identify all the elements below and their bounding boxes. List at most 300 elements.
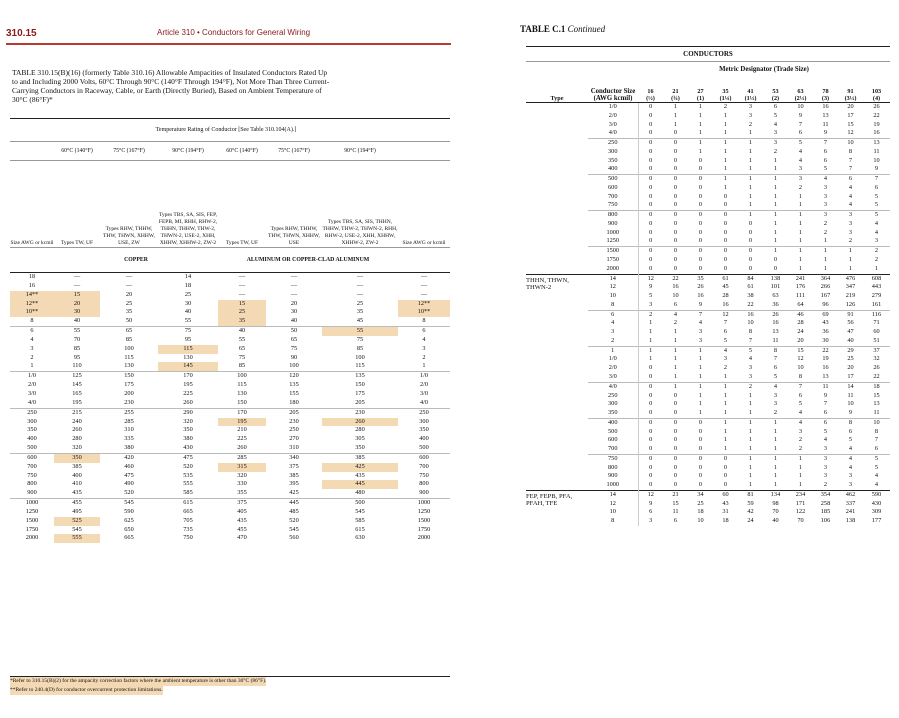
fill-count-cell: 1	[713, 139, 738, 148]
size-cell: 2/0	[27, 381, 37, 389]
fill-count-cell: 4	[848, 445, 853, 453]
size-cell: 2000	[25, 534, 39, 542]
ampacity-cell: 30	[290, 308, 298, 316]
ampacity-cell: 750	[183, 534, 193, 542]
fill-count-cell: 1	[723, 436, 728, 444]
fill-count-cell: 1	[798, 219, 803, 227]
size-cell: 18	[28, 273, 36, 280]
fill-count-cell: 5	[863, 454, 890, 463]
fill-count-cell: 96	[822, 300, 829, 308]
fill-count-cell: 0	[673, 436, 678, 444]
size-cell: 250	[398, 408, 450, 417]
ampacity-cell: 205	[266, 408, 322, 417]
fill-count-cell: 1	[723, 183, 728, 191]
fill-count-cell: 3	[813, 211, 838, 220]
size-cell: 1250	[25, 507, 39, 515]
fill-count-cell: 26	[763, 310, 788, 319]
fill-count-cell: 3	[788, 175, 813, 184]
fill-count-cell: 11	[672, 508, 679, 516]
fill-count-cell: 161	[871, 300, 882, 308]
fill-count-cell: 29	[838, 346, 863, 355]
fill-count-cell: 1	[763, 247, 788, 256]
fill-count-cell: 0	[688, 175, 713, 184]
ampacity-cell: 230	[124, 398, 134, 406]
fill-count-cell: 171	[795, 499, 806, 507]
ampacity-cell: 525	[54, 517, 100, 526]
ampacity-cell: 545	[100, 499, 158, 508]
ampacity-cell: 115	[237, 381, 247, 389]
fill-count-cell: 8	[748, 328, 753, 336]
size-cell: 2	[422, 353, 426, 361]
size-cell: 250	[10, 408, 54, 417]
table-row	[10, 463, 450, 472]
fill-count-cell: 5	[848, 436, 853, 444]
footnotes	[10, 676, 450, 695]
fill-count-cell: 6	[823, 147, 828, 155]
size-cell: 900	[27, 489, 37, 497]
fill-count-cell: 1	[874, 264, 879, 272]
type-header: Types TBS, SA, SIS, THHN, THHW, THW-2, THWN-2, RHH, RHW-2, USE-2, XHH, XHHW, XHHW-2, ZW-2	[322, 219, 398, 246]
fill-count-cell: 101	[770, 283, 781, 291]
fill-count-cell: 0	[698, 192, 703, 200]
fill-count-cell: 1	[788, 454, 813, 463]
ampacity-cell: 385	[289, 471, 299, 479]
ampacity-cell: 215	[54, 408, 100, 417]
fill-count-cell: 1	[698, 391, 703, 399]
ampacity-cell: 150	[237, 398, 247, 406]
size-cell: 2	[30, 353, 34, 361]
fill-count-cell: 0	[698, 481, 703, 489]
fill-count-cell: 1	[723, 120, 728, 128]
fill-count-cell: 3	[748, 372, 753, 380]
ampacity-cell: 425	[289, 489, 299, 497]
ampacity-cell: 590	[124, 507, 134, 515]
fill-count-cell: 0	[649, 103, 653, 110]
ampacity-cell: 155	[289, 389, 299, 397]
metric-designator: 103	[871, 88, 882, 95]
ampacity-cell: 175	[124, 381, 134, 389]
fill-count-cell: 1	[698, 111, 703, 119]
conductor-size-cell: 10	[588, 292, 638, 301]
fill-count-cell: 9	[698, 300, 703, 308]
fill-count-cell: 40	[772, 517, 779, 525]
table-row	[10, 390, 450, 399]
fill-count-cell: 1	[663, 346, 688, 355]
fill-count-cell: 0	[649, 219, 653, 227]
conductor-size-cell: 1000	[588, 229, 638, 238]
ampacity-cell: 110	[72, 362, 82, 370]
fill-count-cell: 0	[723, 472, 728, 480]
fill-count-cell: 4	[663, 310, 688, 319]
conductor-size-cell: 800	[588, 211, 638, 220]
table-row	[526, 490, 890, 499]
ampacity-cell: —	[238, 290, 246, 298]
ampacity-cell: —	[356, 281, 364, 289]
ampacity-cell: 260	[72, 426, 82, 434]
fill-count-cell: 0	[649, 445, 653, 453]
fill-count-cell: 4	[798, 147, 803, 155]
fill-count-cell: 1	[798, 472, 803, 480]
fill-count-cell: 0	[673, 183, 678, 191]
ampacity-cell: 380	[183, 435, 193, 443]
conductor-size-cell: 500	[588, 175, 638, 184]
ampacity-cell: 280	[355, 426, 365, 434]
fill-count-cell: 6	[823, 409, 828, 417]
fill-count-cell: 2	[673, 319, 678, 327]
conductor-size-cell: 900	[588, 472, 638, 481]
ampacity-cell: 650	[124, 525, 134, 533]
ampacity-cell: 20	[54, 300, 100, 309]
size-cell: 300	[419, 417, 429, 425]
table-c1-label: TABLE C.1	[520, 24, 566, 34]
conductor-size-cell: 400	[588, 165, 638, 174]
ampacity-cell: 385	[322, 453, 398, 462]
fill-count-cell: 1	[738, 175, 763, 184]
fill-count-cell: 219	[845, 292, 856, 300]
fill-count-cell: 69	[813, 310, 838, 319]
fill-count-cell: 42	[747, 508, 754, 516]
fill-count-cell: 5	[874, 201, 879, 209]
fill-count-cell: 0	[723, 219, 728, 227]
fill-count-cell: 0	[663, 454, 688, 463]
fill-count-cell: 0	[638, 454, 663, 463]
fill-count-cell: 11	[873, 147, 880, 155]
fill-count-cell: 116	[863, 310, 890, 319]
fill-count-cell: 1	[723, 147, 728, 155]
fill-count-cell: 12	[638, 274, 663, 283]
fill-count-cell: 0	[649, 201, 653, 209]
fill-count-cell: 2	[723, 364, 728, 372]
fill-count-cell: 0	[698, 237, 703, 245]
material-aluminum: ALUMINUM OR COPPER-CLAD ALUMINUM	[218, 248, 398, 273]
fill-count-cell: 0	[649, 129, 653, 137]
fill-count-cell: 1	[723, 156, 728, 164]
fill-count-cell: 71	[873, 319, 880, 327]
fill-count-cell: 3	[763, 139, 788, 148]
running-title: Article 310 • Conductors for General Wiring	[157, 28, 311, 37]
conductor-size-cell: 900	[588, 220, 638, 229]
fill-count-cell: 0	[773, 256, 778, 264]
fill-count-cell: 4	[874, 219, 879, 227]
fill-count-cell: 138	[763, 274, 788, 283]
metric-designator: 91	[847, 88, 854, 95]
fill-count-cell: 0	[673, 228, 678, 236]
conductor-size-cell: 800	[588, 464, 638, 473]
ampacity-cell: 285	[124, 417, 134, 425]
fill-count-cell: 0	[673, 129, 678, 137]
fill-count-cell: 8	[848, 147, 853, 155]
fill-count-cell: 0	[673, 400, 678, 408]
fill-count-cell: 1	[673, 372, 678, 380]
fill-count-cell: 0	[738, 247, 763, 256]
fill-count-cell: 18	[863, 382, 890, 391]
fill-count-cell: 0	[638, 382, 663, 391]
fill-count-cell: 0	[698, 264, 703, 272]
fill-count-cell: 126	[845, 300, 856, 308]
fill-count-cell: 3	[773, 391, 778, 399]
size-cell: 12**	[10, 300, 54, 309]
fill-count-cell: 0	[673, 472, 678, 480]
fill-count-cell: 4	[698, 319, 703, 327]
fill-count-cell: 26	[873, 364, 880, 372]
fill-count-cell: 5	[723, 336, 728, 344]
ampacity-cell: 470	[237, 534, 247, 542]
table-row	[10, 345, 450, 354]
conductor-size-cell: 250	[588, 392, 638, 401]
fill-count-cell: 16	[772, 319, 779, 327]
fill-count-cell: 0	[673, 256, 678, 264]
fill-count-cell: 2	[638, 310, 663, 319]
fill-count-cell: 1	[798, 256, 803, 264]
size-cell: 400	[27, 435, 37, 443]
metric-designator: 63	[797, 88, 804, 95]
fill-count-cell: 21	[663, 490, 688, 499]
ampacity-cell: 35	[356, 308, 364, 316]
size-cell: 1500	[417, 516, 431, 524]
conductor-size-header: Conductor Size (AWG kcmil)	[588, 62, 638, 103]
size-cell: 2000	[417, 534, 431, 542]
ampacity-cell: 225	[183, 389, 193, 397]
type-header: Types RHW, THHW, THW, THWN, XHHW, USE	[268, 226, 320, 246]
ampacity-cell: 150	[100, 372, 158, 381]
size-header-right: Size AWG or kcmil	[402, 240, 446, 246]
ampacity-cell: 100	[355, 353, 365, 361]
fill-count-cell: 0	[698, 472, 703, 480]
size-cell: 1/0	[10, 372, 54, 381]
fill-count-cell: 134	[763, 490, 788, 499]
fill-count-cell: 1	[748, 165, 753, 173]
temp-header: 90°C (194°F)	[158, 142, 218, 161]
fill-count-cell: 0	[673, 409, 678, 417]
fill-count-cell: 28	[797, 319, 804, 327]
fill-count-cell: 3	[823, 472, 828, 480]
fill-count-cell: 0	[723, 481, 728, 489]
ampacity-cell: 430	[183, 444, 193, 452]
type-header: Types TBS, SA, SIS, FEP, FEPB, MI, RHH, RHW-2, THHN, THHW, THW-2, THWN-2, USE-2, XHH, XHHW, XHHW-2, ZW-2	[158, 212, 218, 246]
trade-size: (1)	[696, 95, 705, 102]
fill-count-cell: 1	[773, 237, 778, 245]
ampacity-cell: 55	[184, 317, 192, 325]
fill-count-cell: 2	[773, 147, 778, 155]
fill-count-cell: 1	[649, 336, 653, 344]
fill-count-cell: 0	[673, 445, 678, 453]
fill-count-cell: 0	[673, 264, 678, 272]
ampacity-cell: 95	[184, 335, 192, 343]
fill-count-cell: 1	[738, 139, 763, 148]
fill-count-cell: 1	[763, 418, 788, 427]
fill-count-cell: 4	[823, 436, 828, 444]
size-cell: 1250	[417, 507, 431, 515]
ampacity-cell: 225	[237, 435, 247, 443]
fill-count-cell: 5	[823, 427, 828, 435]
fill-count-cell: 0	[663, 175, 688, 184]
conductors-header: CONDUCTORS	[526, 47, 890, 62]
ampacity-cell: 585	[355, 516, 365, 524]
fill-count-cell: 10	[873, 156, 880, 164]
metric-designator: 21	[672, 88, 679, 95]
ampacity-cell: 480	[355, 489, 365, 497]
fill-count-cell: 0	[649, 228, 653, 236]
temp-rating-header: Temperature Rating of Conductor [See Table 310.104(A).]	[54, 119, 398, 142]
fill-count-cell: 8	[798, 372, 803, 380]
fill-count-cell: 26	[873, 103, 880, 110]
size-cell: 600	[398, 453, 450, 462]
fill-count-cell: 1	[698, 355, 703, 363]
ampacity-cell: 15	[218, 300, 266, 309]
fill-count-cell: 6	[649, 508, 653, 516]
fill-count-cell: 0	[663, 139, 688, 148]
conductor-size-cell: 8	[588, 301, 638, 310]
conductor-size-cell: 14	[588, 274, 638, 283]
fill-count-cell: 1	[698, 147, 703, 155]
table-row	[10, 517, 450, 526]
metric-designator: 35	[722, 88, 729, 95]
trade-size-header	[863, 76, 890, 103]
fill-count-cell: 476	[838, 274, 863, 283]
fill-count-cell: 3	[748, 103, 753, 110]
fill-count-cell: 1	[748, 409, 753, 417]
size-cell: 500	[27, 444, 37, 452]
fill-count-cell: 1	[688, 346, 713, 355]
fill-count-cell: 111	[796, 292, 805, 300]
conductor-size-cell: 3/0	[588, 121, 638, 130]
fill-count-cell: 34	[688, 490, 713, 499]
size-cell: 3	[30, 344, 34, 352]
fill-count-cell: 3	[748, 111, 753, 119]
fill-count-cell: 3	[848, 219, 853, 227]
fill-count-cell: 0	[663, 418, 688, 427]
ampacity-cell: —	[73, 281, 81, 289]
conductor-size-cell: 3	[588, 328, 638, 337]
fill-count-cell: 590	[863, 490, 890, 499]
ampacity-cell: 385	[72, 462, 82, 470]
size-cell: 1000	[398, 499, 450, 508]
fill-count-cell: 10	[797, 103, 804, 110]
fill-count-cell: 1	[698, 400, 703, 408]
metric-designator: 16	[647, 88, 654, 95]
fill-count-cell: 12	[847, 129, 854, 137]
trade-size-header	[638, 76, 663, 103]
ampacity-cell: 14	[184, 273, 192, 280]
fill-count-cell: 11	[813, 382, 838, 391]
ampacity-cell: 455	[237, 525, 247, 533]
conductor-size-cell: 600	[588, 436, 638, 445]
fill-count-cell: 3	[848, 228, 853, 236]
ampacity-cell: 210	[237, 426, 247, 434]
fill-count-cell: 5	[738, 346, 763, 355]
size-cell: 350	[419, 426, 429, 434]
table-row	[10, 372, 450, 381]
fill-count-cell: 1	[798, 192, 803, 200]
size-cell: —	[420, 290, 428, 298]
ampacity-cell: 25	[356, 299, 364, 307]
footnote-ambient: *Refer to 310.15(B)(2) for the ampacity correction factors where the ambient temperature is other than 30°C (86°F).	[10, 678, 267, 684]
ampacity-cell: 545	[72, 525, 82, 533]
table-row	[10, 418, 450, 427]
fill-count-cell: 2	[723, 103, 728, 110]
fill-count-cell: 4	[798, 156, 803, 164]
fill-count-cell: 3	[823, 201, 828, 209]
fill-count-cell: 608	[863, 274, 890, 283]
fill-count-cell: 3	[823, 192, 828, 200]
fill-count-cell: 18	[722, 517, 729, 525]
fill-count-cell: 1	[773, 201, 778, 209]
fill-count-cell: 0	[638, 418, 663, 427]
fill-count-cell: 1	[773, 481, 778, 489]
fill-count-cell: 24	[797, 328, 804, 336]
size-cell: 300	[27, 417, 37, 425]
fill-count-cell: 60	[713, 490, 738, 499]
fill-count-cell: 1	[748, 427, 753, 435]
size-cell: 600	[10, 453, 54, 462]
fill-count-cell: 0	[723, 237, 728, 245]
ampacity-cell: 585	[183, 489, 193, 497]
size-cell: 900	[419, 489, 429, 497]
size-cell: 4/0	[27, 398, 37, 406]
conductor-size-cell: 750	[588, 201, 638, 210]
conductor-size-cell: 1/0	[588, 103, 638, 112]
fill-count-cell: 6	[823, 156, 828, 164]
table-row	[10, 327, 450, 336]
fill-count-cell: 0	[723, 256, 728, 264]
fill-count-cell: 0	[649, 183, 653, 191]
ampacity-cell: 250	[289, 426, 299, 434]
corner-cell	[10, 119, 54, 142]
table-row	[10, 444, 450, 453]
fill-count-cell: 2	[863, 247, 890, 256]
fill-count-cell: 138	[845, 517, 856, 525]
ampacity-cell: 615	[355, 525, 365, 533]
fill-count-cell: 0	[649, 165, 653, 173]
ampacity-cell: 50	[125, 317, 133, 325]
ampacity-cell: 475	[124, 471, 134, 479]
trade-size-header	[713, 76, 738, 103]
fill-count-cell: 0	[748, 237, 753, 245]
conductor-size-cell: 12	[588, 283, 638, 292]
ampacity-cell: 150	[355, 381, 365, 389]
ampacity-cell: 420	[100, 453, 158, 462]
ampacity-cell: 130	[124, 362, 134, 370]
fill-count-cell: 0	[713, 211, 738, 220]
fill-count-cell: 7	[848, 165, 853, 173]
fill-count-cell: 2	[874, 256, 879, 264]
table-row	[10, 480, 450, 489]
ampacity-cell: 625	[124, 516, 134, 524]
fill-count-cell: 10	[672, 292, 679, 300]
fill-count-cell: 64	[797, 300, 804, 308]
fill-count-cell: 4	[713, 346, 738, 355]
fill-count-cell: 7	[848, 156, 853, 164]
fill-count-cell: 15	[873, 391, 880, 399]
fill-count-cell: 3	[723, 355, 728, 363]
fill-count-cell: 1	[798, 264, 803, 272]
ampacity-cell: —	[356, 273, 364, 280]
fill-count-cell: 0	[673, 427, 678, 435]
fill-count-cell: 0	[748, 219, 753, 227]
fill-count-cell: 6	[798, 129, 803, 137]
size-cell: 750	[419, 471, 429, 479]
size-cell: 3/0	[419, 389, 429, 397]
fill-count-cell: 6	[773, 103, 778, 110]
conductor-size-cell: 3/0	[588, 373, 638, 382]
fill-count-cell: 22	[873, 372, 880, 380]
fill-count-cell: 60	[873, 328, 880, 336]
ampacity-cell: 195	[183, 381, 193, 389]
fill-count-cell: 5	[874, 463, 879, 471]
ampacity-cell: 315	[218, 463, 266, 472]
fill-count-cell: 35	[688, 274, 713, 283]
ampacity-cell: 170	[158, 372, 218, 381]
